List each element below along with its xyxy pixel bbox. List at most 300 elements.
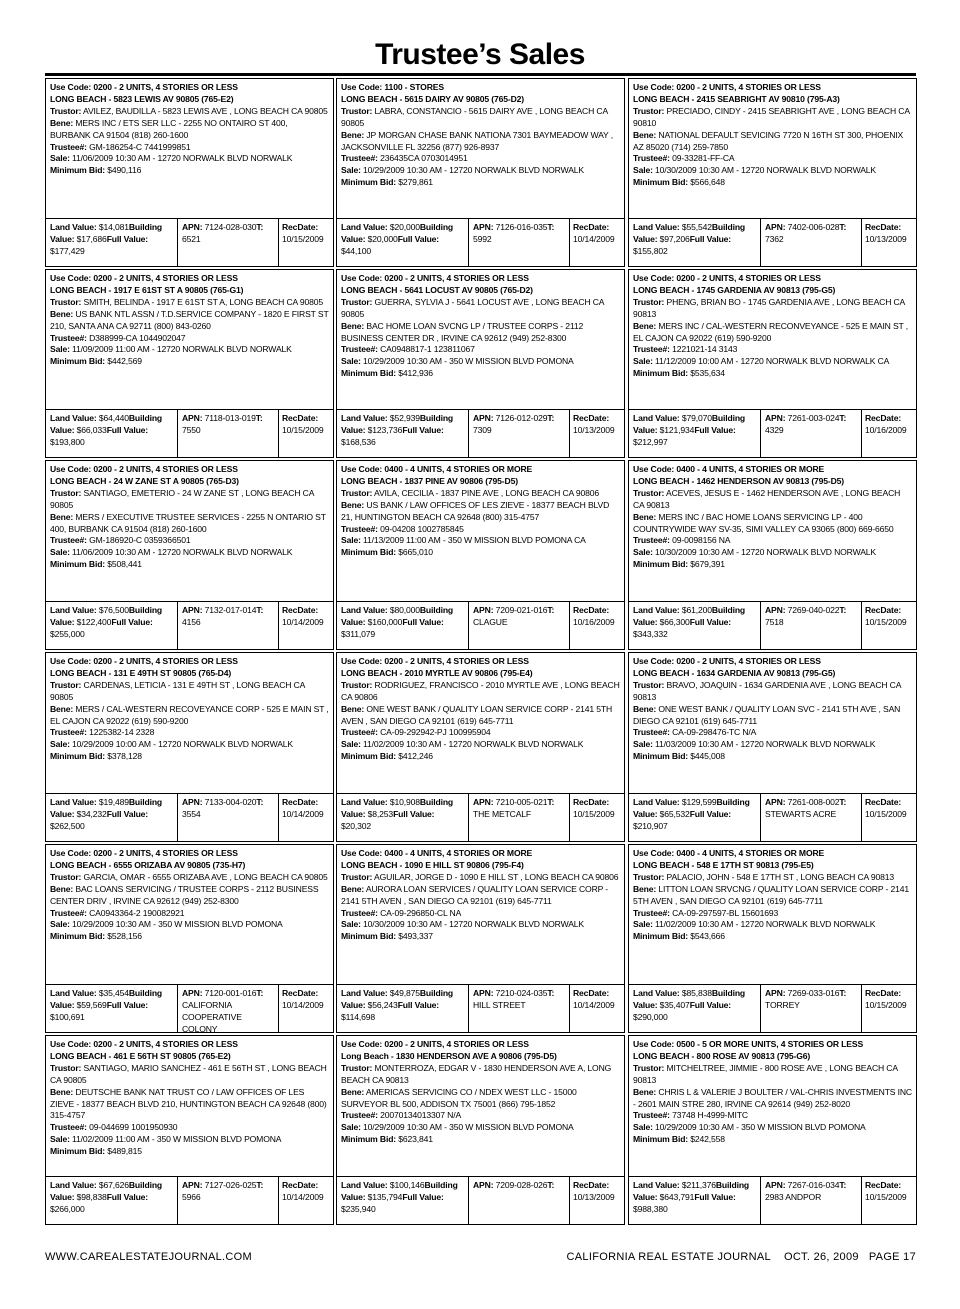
use-code-line bbox=[341, 656, 620, 668]
trustee-sale-record bbox=[45, 652, 334, 842]
apn-label: APN: bbox=[182, 605, 203, 615]
beneficiary-line bbox=[633, 512, 912, 536]
apn-cell bbox=[760, 985, 861, 1032]
value-cell bbox=[46, 1177, 177, 1224]
sale-value: 10/30/2009 10:30 AM - 12720 NORWALK BLVD NORWALK bbox=[655, 165, 877, 176]
sale-label: Sale: bbox=[633, 919, 653, 930]
minimum-bid-value: $543,666 bbox=[690, 931, 725, 942]
building-value-label: Building Value: bbox=[633, 413, 746, 435]
sale-label: Sale: bbox=[341, 919, 361, 930]
use-code-label: Use Code: bbox=[341, 464, 383, 474]
record-values bbox=[629, 1176, 916, 1224]
trustor-label: Trustor: bbox=[341, 296, 373, 307]
full-value-value: $235,940 bbox=[341, 1203, 376, 1214]
recdate-label: RecDate: bbox=[282, 605, 319, 615]
use-code-label: Use Code: bbox=[633, 273, 675, 283]
full-value-value: $155,802 bbox=[633, 245, 668, 256]
recdate-cell bbox=[278, 219, 333, 266]
trustee-number-value: CA0943364-2 190082921 bbox=[89, 907, 185, 918]
trustor-value: AVILEZ, BAUDILLA - 5823 LEWIS AVE , LONG BEACH CA 90805 bbox=[83, 105, 328, 116]
apn-label: APN: bbox=[182, 1180, 203, 1190]
beneficiary-line bbox=[341, 884, 620, 908]
record-values bbox=[629, 601, 916, 649]
apn-cell bbox=[468, 219, 569, 266]
tract-value: CLAGUE bbox=[473, 616, 508, 627]
value-cell bbox=[337, 602, 468, 649]
property-address: LONG BEACH - 5615 DAIRY AV 90805 (765-D2) bbox=[341, 93, 524, 104]
trustor-line bbox=[633, 297, 912, 321]
trustor-value: GARCIA, OMAR - 6555 ORIZABA AVE , LONG BEACH CA 90805 bbox=[83, 871, 328, 882]
trustor-label: Trustor: bbox=[341, 105, 373, 116]
apn-cell bbox=[760, 1177, 861, 1224]
building-value-label: Building Value: bbox=[341, 222, 454, 244]
sale-value: 10/29/2009 10:30 AM - 350 W MISSION BLVD POMONA bbox=[655, 1122, 866, 1133]
recdate-label: RecDate: bbox=[282, 988, 319, 998]
land-value-label: Land Value: bbox=[50, 222, 97, 232]
land-value-label: Land Value: bbox=[341, 797, 388, 807]
trustor-value: CARDENAS, LETICIA - 131 E 49TH ST , LONG BEACH CA 90805 bbox=[50, 679, 305, 702]
use-code-line bbox=[633, 1039, 912, 1051]
apn-value: 7124-028-030 bbox=[204, 222, 257, 232]
apn-line bbox=[473, 1180, 547, 1190]
sale-label: Sale: bbox=[50, 153, 70, 164]
trustor-value: MONTERROZA, EDGAR V - 1830 HENDERSON AVE A, LONG BEACH CA 90813 bbox=[341, 1062, 612, 1085]
building-value-label: Building Value: bbox=[341, 605, 454, 627]
building-value-label: Building Value: bbox=[341, 988, 454, 1010]
use-code-value: 0200 - 2 UNITS, 4 STORIES OR LESS bbox=[384, 1039, 529, 1049]
footer-website[interactable]: WWW.CAREALESTATEJOURNAL.COM bbox=[45, 1251, 252, 1263]
minimum-bid-label: Minimum Bid: bbox=[341, 931, 397, 942]
land-value-label: Land Value: bbox=[341, 605, 388, 615]
trustor-line bbox=[50, 297, 329, 309]
land-value-line bbox=[50, 797, 129, 807]
recdate-value: 10/16/2009 bbox=[865, 424, 907, 435]
trustor-label: Trustor: bbox=[50, 296, 82, 307]
record-description bbox=[629, 1036, 916, 1146]
beneficiary-value: DEUTSCHE BANK NAT TRUST CO / LAW OFFICES OF LES ZIEVE - 18377 BEACH BLVD 210, HUNTINGTON BEACH CA 92648 (800) 315-4757 bbox=[50, 1086, 327, 1121]
apn-label: APN: bbox=[473, 988, 494, 998]
land-value-line bbox=[50, 413, 129, 423]
trustee-sale-record bbox=[628, 844, 917, 1033]
record-values bbox=[629, 793, 916, 841]
sale-label: Sale: bbox=[633, 739, 653, 750]
trustor-value: MITCHELTREE, JIMMIE - 800 ROSE AVE , LONG BEACH CA 90813 bbox=[633, 1062, 898, 1085]
apn-label: APN: bbox=[182, 797, 203, 807]
apn-cell bbox=[177, 602, 278, 649]
land-value-line bbox=[341, 413, 420, 423]
trustee-sale-record bbox=[628, 460, 917, 650]
recdate-label: RecDate: bbox=[282, 797, 319, 807]
recdate-cell bbox=[569, 1177, 624, 1224]
sale-label: Sale: bbox=[50, 1134, 70, 1145]
minimum-bid-label: Minimum Bid: bbox=[633, 751, 689, 762]
recdate-value: 10/15/2009 bbox=[282, 233, 324, 244]
tract-line bbox=[547, 1180, 554, 1190]
building-value-value: $66,300 bbox=[659, 616, 690, 627]
land-value-line bbox=[633, 988, 712, 998]
use-code-value: 0200 - 2 UNITS, 4 STORIES OR LESS bbox=[93, 1039, 238, 1049]
apn-cell bbox=[468, 1177, 569, 1224]
tract-value: 4329 bbox=[765, 424, 784, 435]
recdate-cell bbox=[278, 1177, 333, 1224]
value-cell bbox=[337, 1177, 468, 1224]
building-value-value: $135,794 bbox=[367, 1191, 403, 1202]
minimum-bid-label: Minimum Bid: bbox=[50, 1146, 106, 1157]
record-values bbox=[46, 409, 333, 457]
use-code-line bbox=[341, 848, 620, 860]
trustor-value: RODRIGUEZ, FRANCISCO - 2010 MYRTLE AVE , LONG BEACH CA 90806 bbox=[341, 679, 620, 702]
land-value-value: $129,599 bbox=[681, 797, 717, 807]
recdate-value: 10/15/2009 bbox=[865, 808, 907, 819]
trustee-sale-record bbox=[628, 652, 917, 842]
apn-label: APN: bbox=[765, 1180, 786, 1190]
trustee-number-label: Trustee#: bbox=[633, 1110, 670, 1121]
minimum-bid-value: $279,861 bbox=[398, 177, 433, 188]
trustee-number-line bbox=[633, 727, 912, 739]
minimum-bid-value: $535,634 bbox=[690, 368, 725, 379]
sale-label: Sale: bbox=[341, 739, 361, 750]
minimum-bid-label: Minimum Bid: bbox=[50, 165, 106, 176]
trustee-sale-record bbox=[45, 1035, 334, 1225]
sale-value: 11/09/2009 11:00 AM - 12720 NORWALK BLVD NORWALK bbox=[72, 344, 292, 355]
trustee-sale-record bbox=[45, 460, 334, 650]
trustee-number-line bbox=[341, 727, 620, 739]
minimum-bid-value: $493,337 bbox=[398, 931, 433, 942]
beneficiary-line bbox=[341, 1087, 620, 1111]
record-description bbox=[337, 461, 624, 559]
apn-label: APN: bbox=[473, 1180, 494, 1190]
beneficiary-label: Bene: bbox=[341, 499, 365, 510]
beneficiary-line bbox=[633, 130, 912, 154]
minimum-bid-value: $412,246 bbox=[398, 751, 433, 762]
minimum-bid-label: Minimum Bid: bbox=[50, 931, 106, 942]
land-value-line bbox=[633, 797, 717, 807]
apn-line bbox=[182, 797, 256, 807]
value-cell bbox=[337, 219, 468, 266]
sale-label: Sale: bbox=[50, 547, 70, 558]
footer-publication: CALIFORNIA REAL ESTATE JOURNAL OCT. 26, 2009 PAGE 17 bbox=[566, 1251, 916, 1263]
recdate-cell bbox=[569, 794, 624, 841]
minimum-bid-label: Minimum Bid: bbox=[50, 751, 106, 762]
land-value-label: Land Value: bbox=[341, 1180, 388, 1190]
trustee-number-label: Trustee#: bbox=[633, 344, 670, 355]
recdate-label: RecDate: bbox=[573, 988, 610, 998]
recdate-value: 10/13/2009 bbox=[573, 1191, 615, 1202]
minimum-bid-label: Minimum Bid: bbox=[341, 547, 397, 558]
building-value-label: Building Value: bbox=[341, 413, 454, 435]
minimum-bid-value: $442,569 bbox=[107, 356, 142, 367]
record-description bbox=[337, 270, 624, 380]
land-value-label: Land Value: bbox=[633, 988, 680, 998]
recdate-cell bbox=[861, 794, 916, 841]
land-value-label: Land Value: bbox=[633, 1180, 680, 1190]
beneficiary-value: BAC HOME LOAN SVCNG LP / TRUSTEE CORPS - 2112 BUSINESS CENTER DR , IRVINE CA 92612 (949) 252-8300 bbox=[341, 320, 584, 343]
apn-line bbox=[765, 797, 839, 807]
land-value-value: $100,146 bbox=[389, 1180, 425, 1190]
building-value-value: $160,000 bbox=[367, 616, 403, 627]
apn-line bbox=[182, 605, 256, 615]
property-address: LONG BEACH - 461 E 56TH ST 90805 (765-E2) bbox=[50, 1050, 231, 1061]
property-address: LONG BEACH - 800 ROSE AV 90813 (795-G6) bbox=[633, 1050, 811, 1061]
sale-value: 11/02/2009 11:00 AM - 350 W MISSION BLVD POMONA bbox=[72, 1134, 282, 1145]
property-address: LONG BEACH - 1090 E HILL ST 90806 (795-F4) bbox=[341, 859, 524, 870]
trustor-label: Trustor: bbox=[633, 105, 665, 116]
trustor-line bbox=[50, 1063, 329, 1087]
sale-line bbox=[50, 919, 329, 931]
beneficiary-label: Bene: bbox=[633, 129, 657, 140]
trustor-line bbox=[633, 1063, 912, 1087]
recdate-value: 10/15/2009 bbox=[865, 999, 907, 1010]
value-cell bbox=[46, 602, 177, 649]
beneficiary-value: MERS INC / ETS SER LLC - 2255 NO ONTAIRO ST 400, BURBANK CA 91504 (818) 260-1600 bbox=[50, 117, 288, 140]
record-description bbox=[46, 461, 333, 571]
apn-value: 7269-033-016 bbox=[787, 988, 840, 998]
full-value-value: $343,332 bbox=[633, 628, 668, 639]
sale-line bbox=[633, 356, 912, 368]
apn-label: APN: bbox=[765, 605, 786, 615]
trustee-sale-record bbox=[45, 269, 334, 458]
trustee-number-label: Trustee#: bbox=[633, 727, 670, 738]
full-value-label: Full Value: bbox=[393, 808, 435, 819]
trustee-sale-record bbox=[336, 1035, 625, 1225]
record-description bbox=[629, 653, 916, 763]
use-code-value: 0200 - 2 UNITS, 4 STORIES OR LESS bbox=[384, 656, 529, 666]
land-value-value: $10,908 bbox=[389, 797, 420, 807]
trustee-number-line bbox=[341, 344, 620, 356]
property-address: LONG BEACH - 2415 SEABRIGHT AV 90810 (795-A3) bbox=[633, 93, 840, 104]
beneficiary-value: MERS INC / CAL-WESTERN RECONVEYANCE - 525 E MAIN ST , EL CAJON CA 92022 (619) 590-9200 bbox=[633, 320, 908, 343]
beneficiary-label: Bene: bbox=[50, 511, 74, 522]
trustor-label: Trustor: bbox=[50, 1062, 82, 1073]
recdate-cell bbox=[278, 794, 333, 841]
sale-line bbox=[341, 739, 620, 751]
tract-label: T: bbox=[256, 605, 264, 615]
apn-value: 7269-040-022 bbox=[787, 605, 840, 615]
land-value-value: $61,200 bbox=[681, 605, 712, 615]
sale-line bbox=[341, 356, 620, 368]
land-value-value: $64,440 bbox=[98, 413, 129, 423]
trustee-number-line bbox=[341, 908, 620, 920]
apn-label: APN: bbox=[473, 797, 494, 807]
trustee-number-value: CA-09-298476-TC N/A bbox=[672, 727, 757, 738]
beneficiary-label: Bene: bbox=[50, 117, 74, 128]
record-description bbox=[46, 845, 333, 943]
recdate-label: RecDate: bbox=[865, 1180, 902, 1190]
apn-label: APN: bbox=[473, 222, 494, 232]
apn-label: APN: bbox=[182, 222, 203, 232]
tract-value: 6521 bbox=[182, 233, 201, 244]
recdate-label: RecDate: bbox=[865, 413, 902, 423]
sale-value: 10/30/2009 10:30 AM - 12720 NORWALK BLVD NORWALK bbox=[363, 919, 585, 930]
building-value-label: Building Value: bbox=[50, 413, 163, 435]
recdate-value: 10/14/2009 bbox=[282, 616, 324, 627]
record-description bbox=[337, 653, 624, 763]
value-cell bbox=[46, 985, 177, 1032]
trustee-number-value: GM-186920-C 0359366501 bbox=[89, 535, 191, 546]
sale-label: Sale: bbox=[50, 344, 70, 355]
trustee-number-value: GM-186254-C 7441999851 bbox=[89, 141, 191, 152]
record-description bbox=[46, 653, 333, 763]
use-code-line bbox=[50, 656, 329, 668]
land-value-value: $67,626 bbox=[98, 1180, 129, 1190]
minimum-bid-label: Minimum Bid: bbox=[50, 356, 106, 367]
building-value-value: $643,791 bbox=[659, 1191, 695, 1202]
sale-line bbox=[50, 547, 329, 559]
trustor-line bbox=[50, 872, 329, 884]
trustor-value: PHENG, BRIAN BO - 1745 GARDENIA AVE , LONG BEACH CA 90813 bbox=[633, 296, 905, 319]
tract-value: 7550 bbox=[182, 424, 201, 435]
use-code-line bbox=[633, 82, 912, 94]
use-code-label: Use Code: bbox=[50, 82, 92, 92]
building-value-label: Building Value: bbox=[341, 797, 454, 819]
building-value-label: Building Value: bbox=[633, 988, 746, 1010]
sale-label: Sale: bbox=[633, 1122, 653, 1133]
full-value-label: Full Value: bbox=[689, 999, 732, 1010]
tract-label: T: bbox=[839, 222, 847, 232]
value-cell bbox=[337, 794, 468, 841]
land-value-line bbox=[50, 988, 129, 998]
trustee-number-line bbox=[50, 142, 329, 154]
apn-label: APN: bbox=[473, 605, 494, 615]
tract-label: T: bbox=[547, 222, 555, 232]
recdate-cell bbox=[569, 602, 624, 649]
use-code-line bbox=[341, 273, 620, 285]
building-value-label: Building Value: bbox=[50, 988, 163, 1010]
apn-label: APN: bbox=[765, 222, 786, 232]
value-cell bbox=[629, 985, 760, 1032]
trustee-number-line bbox=[633, 1110, 912, 1122]
tract-label: T: bbox=[839, 1180, 847, 1190]
recdate-cell bbox=[569, 219, 624, 266]
tract-value: HILL STREET bbox=[473, 999, 526, 1010]
trustee-number-value: 09-044699 1001950930 bbox=[89, 1122, 178, 1133]
full-value-label: Full Value: bbox=[106, 233, 149, 244]
beneficiary-value: US BANK / LAW OFFICES OF LES ZIEVE - 18377 BEACH BLVD 21, HUNTINGTON BEACH CA 92648 (800) 315-4757 bbox=[341, 499, 610, 522]
value-cell bbox=[629, 1177, 760, 1224]
minimum-bid-value: $508,441 bbox=[107, 559, 142, 570]
use-code-value: 0200 - 2 UNITS, 4 STORIES OR LESS bbox=[384, 273, 529, 283]
minimum-bid-line bbox=[633, 1134, 912, 1146]
land-value-line bbox=[341, 222, 420, 232]
sale-line bbox=[633, 919, 912, 931]
trustee-number-label: Trustee#: bbox=[633, 907, 670, 918]
minimum-bid-line bbox=[50, 356, 329, 368]
minimum-bid-line bbox=[633, 559, 912, 571]
tract-value: 3554 bbox=[182, 808, 201, 819]
sale-line bbox=[50, 153, 329, 165]
trustor-line bbox=[341, 872, 620, 884]
apn-value: 7267-016-034 bbox=[787, 1180, 840, 1190]
sale-label: Sale: bbox=[341, 165, 361, 176]
land-value-line bbox=[633, 605, 712, 615]
apn-value: 7133-004-020 bbox=[204, 797, 257, 807]
apn-line bbox=[182, 413, 256, 423]
use-code-value: 0400 - 4 UNITS, 4 STORIES OR MORE bbox=[676, 464, 825, 474]
sale-value: 10/29/2009 10:30 AM - 350 W MISSION BLVD POMONA bbox=[363, 1122, 574, 1133]
record-values bbox=[337, 218, 624, 266]
beneficiary-line bbox=[633, 884, 912, 908]
full-value-label: Full Value: bbox=[402, 1191, 444, 1202]
land-value-label: Land Value: bbox=[633, 222, 680, 232]
minimum-bid-line bbox=[633, 368, 912, 380]
sale-label: Sale: bbox=[341, 1122, 361, 1133]
record-description bbox=[629, 461, 916, 571]
use-code-line bbox=[633, 656, 912, 668]
full-value-label: Full Value: bbox=[397, 233, 440, 244]
full-value-label: Full Value: bbox=[689, 808, 732, 819]
trustor-label: Trustor: bbox=[50, 487, 82, 498]
record-values bbox=[337, 793, 624, 841]
minimum-bid-label: Minimum Bid: bbox=[633, 177, 689, 188]
property-address: LONG BEACH - 5641 LOCUST AV 90805 (765-D2) bbox=[341, 284, 533, 295]
trustor-line bbox=[341, 106, 620, 130]
record-values bbox=[337, 984, 624, 1032]
building-value-label: Building Value: bbox=[50, 605, 163, 627]
sale-value: 11/02/2009 10:30 AM - 12720 NORWALK BLVD NORWALK bbox=[363, 739, 584, 750]
sale-label: Sale: bbox=[50, 919, 70, 930]
minimum-bid-value: $490,116 bbox=[107, 165, 142, 176]
building-value-label: Building Value: bbox=[633, 1180, 750, 1202]
minimum-bid-value: $623,841 bbox=[398, 1134, 433, 1145]
use-code-label: Use Code: bbox=[633, 82, 675, 92]
beneficiary-label: Bene: bbox=[50, 703, 74, 714]
use-code-label: Use Code: bbox=[341, 82, 383, 92]
apn-cell bbox=[177, 1177, 278, 1224]
recdate-value: 10/15/2009 bbox=[573, 808, 615, 819]
sale-line bbox=[633, 547, 912, 559]
full-value-label: Full Value: bbox=[111, 616, 153, 627]
full-value-value: $193,800 bbox=[50, 436, 85, 447]
title-rule bbox=[45, 73, 916, 76]
beneficiary-label: Bene: bbox=[633, 511, 657, 522]
use-code-label: Use Code: bbox=[50, 656, 92, 666]
minimum-bid-line bbox=[341, 931, 620, 943]
trustor-label: Trustor: bbox=[341, 487, 373, 498]
recdate-label: RecDate: bbox=[573, 222, 610, 232]
use-code-value: 1100 - STORES bbox=[384, 82, 444, 92]
building-value-value: $59,569 bbox=[76, 999, 107, 1010]
trustee-number-value: 20070134013307 N/A bbox=[380, 1110, 462, 1121]
land-value-line bbox=[341, 1180, 425, 1190]
beneficiary-label: Bene: bbox=[50, 308, 74, 319]
land-value-label: Land Value: bbox=[633, 605, 680, 615]
apn-label: APN: bbox=[765, 988, 786, 998]
apn-value: 7126-016-035 bbox=[495, 222, 548, 232]
full-value-label: Full Value: bbox=[689, 616, 732, 627]
trustee-sale-record bbox=[336, 78, 625, 267]
sale-value: 10/29/2009 10:30 AM - 12720 NORWALK BLVD NORWALK bbox=[363, 165, 585, 176]
recdate-value: 10/14/2009 bbox=[282, 808, 324, 819]
property-address: LONG BEACH - 1837 PINE AV 90806 (795-D5) bbox=[341, 475, 518, 486]
use-code-label: Use Code: bbox=[50, 848, 92, 858]
minimum-bid-line bbox=[50, 751, 329, 763]
value-cell bbox=[629, 410, 760, 457]
sale-line bbox=[50, 344, 329, 356]
sale-value: 10/30/2009 10:30 AM - 12720 NORWALK BLVD NORWALK bbox=[655, 547, 877, 558]
use-code-label: Use Code: bbox=[50, 273, 92, 283]
full-value-value: $212,997 bbox=[633, 436, 668, 447]
trustor-value: SANTIAGO, MARIO SANCHEZ - 461 E 56TH ST , LONG BEACH CA 90805 bbox=[50, 1062, 327, 1085]
building-value-value: $121,934 bbox=[659, 424, 695, 435]
trustor-value: SANTIAGO, EMETERIO - 24 W ZANE ST , LONG BEACH CA 90805 bbox=[50, 487, 314, 510]
sale-value: 11/12/2009 10:00 AM - 12720 NORWALK BLVD NORWALK CA bbox=[655, 356, 890, 367]
trustee-sale-record bbox=[628, 78, 917, 267]
beneficiary-label: Bene: bbox=[341, 129, 365, 140]
recdate-cell bbox=[569, 410, 624, 457]
use-code-line bbox=[50, 464, 329, 476]
apn-value: 7209-028-026 bbox=[495, 1180, 548, 1190]
sale-line bbox=[633, 1122, 912, 1134]
